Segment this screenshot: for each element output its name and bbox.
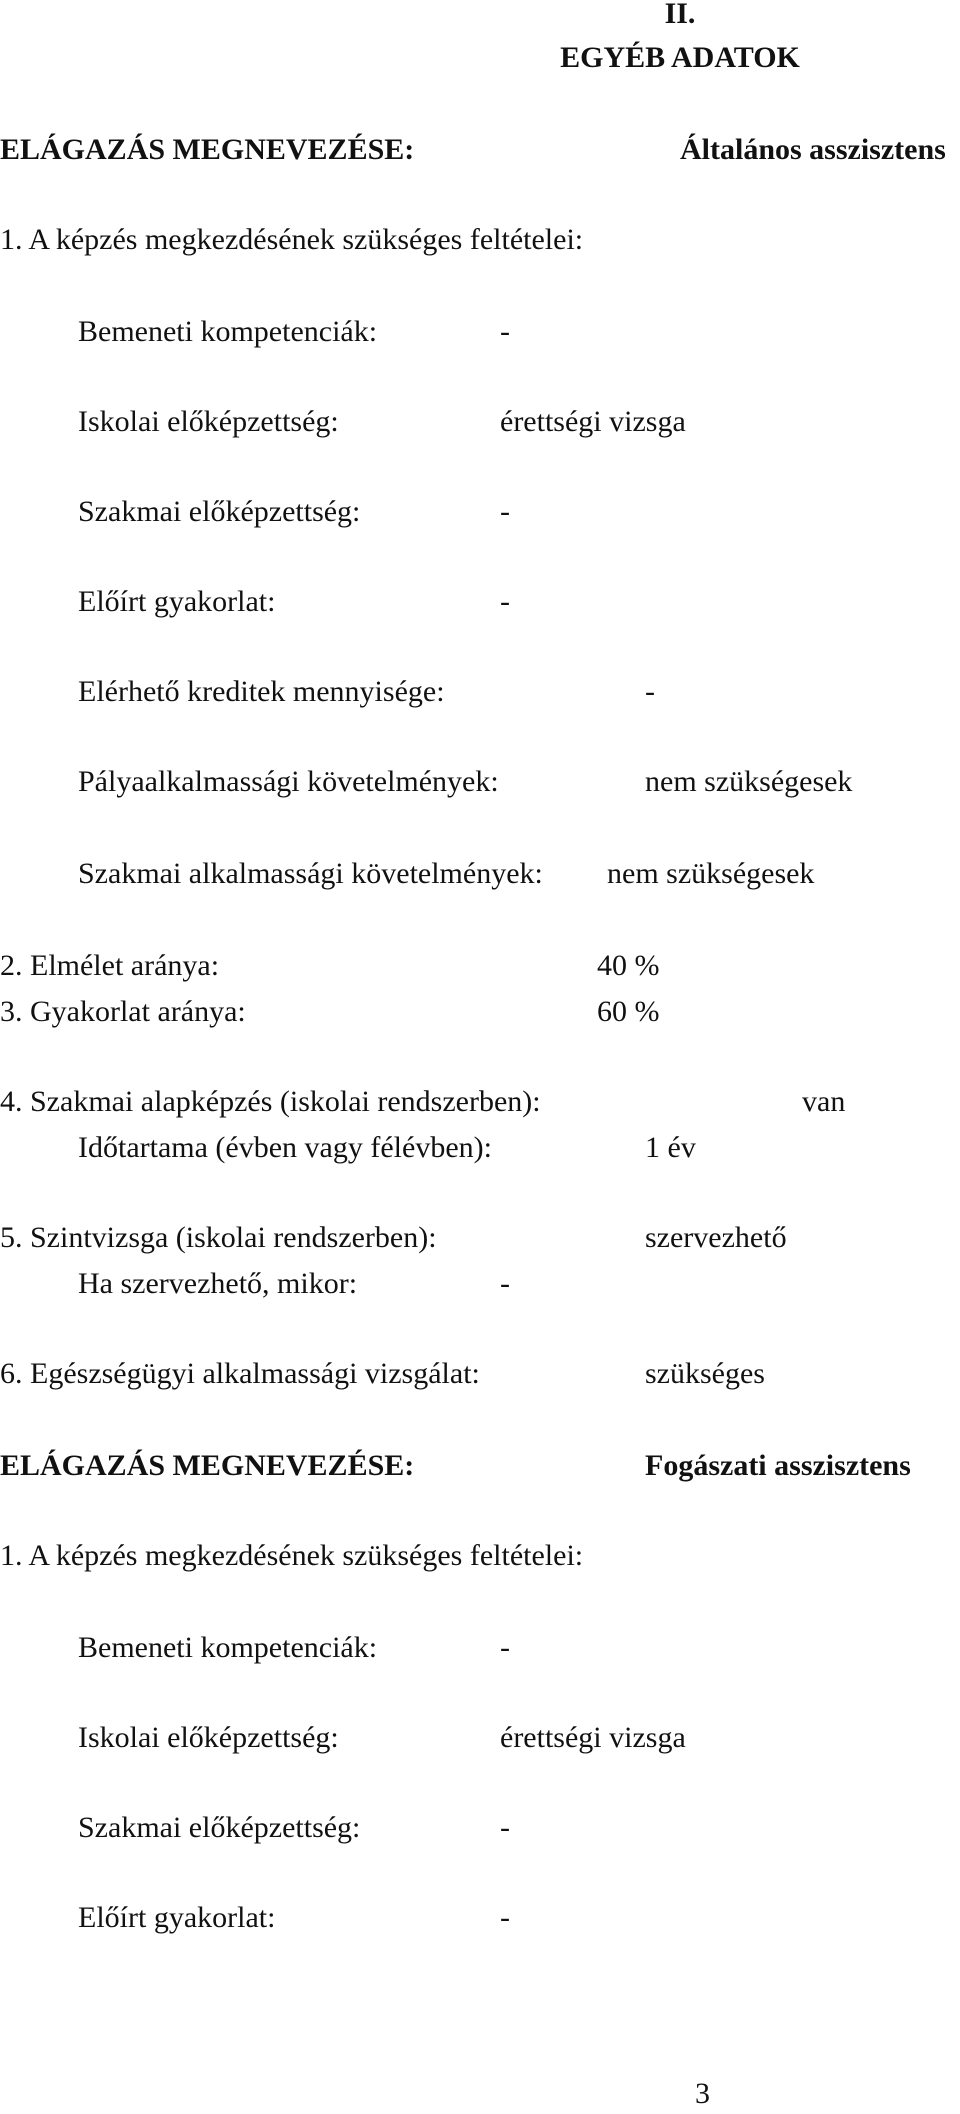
field-value: - <box>500 585 510 618</box>
item-1-heading: 1. A képzés megkezdésének szükséges feltételei: <box>0 1539 584 1572</box>
field-value: érettségi vizsga <box>500 1721 686 1754</box>
item-4-sub-value: 1 év <box>645 1131 696 1164</box>
item-2-label: 2. Elmélet aránya: <box>0 949 220 982</box>
branch-name-value: Általános asszisztens <box>680 133 946 166</box>
item-4-sub-label: Időtartama (évben vagy félévben): <box>78 1131 492 1164</box>
item-3-value: 60 % <box>597 995 660 1028</box>
field-value: - <box>500 1631 510 1664</box>
branch-name-value: Fogászati asszisztens <box>645 1449 911 1482</box>
field-label: Szakmai előképzettség: <box>78 495 361 528</box>
item-1-heading: 1. A képzés megkezdésének szükséges feltételei: <box>0 223 584 256</box>
field-value: - <box>500 315 510 348</box>
item-6-label: 6. Egészségügyi alkalmassági vizsgálat: <box>0 1357 480 1390</box>
field-value: - <box>500 1901 510 1934</box>
field-label: Szakmai előképzettség: <box>78 1811 361 1844</box>
item-4-value: van <box>802 1085 846 1118</box>
item-6-value: szükséges <box>645 1357 765 1390</box>
item-4-label: 4. Szakmai alapképzés (iskolai rendszerben): <box>0 1085 541 1118</box>
field-value: nem szükségesek <box>645 765 853 798</box>
field-label: Elérhető kreditek mennyisége: <box>78 675 445 708</box>
field-value: nem szükségesek <box>607 857 815 890</box>
branch-name-label: ELÁGAZÁS MEGNEVEZÉSE: <box>0 1449 415 1482</box>
item-5-label: 5. Szintvizsga (iskolai rendszerben): <box>0 1221 437 1254</box>
field-label: Előírt gyakorlat: <box>78 585 276 618</box>
field-label: Iskolai előképzettség: <box>78 1721 339 1754</box>
item-5-value: szervezhető <box>645 1221 787 1254</box>
field-value: érettségi vizsga <box>500 405 686 438</box>
item-5-sub-label: Ha szervezhető, mikor: <box>78 1267 358 1300</box>
item-5-sub-value: - <box>500 1267 510 1300</box>
field-value: - <box>500 1811 510 1844</box>
section-roman-numeral: II. <box>664 0 696 30</box>
field-label: Bemeneti kompetenciák: <box>78 315 378 348</box>
item-3-label: 3. Gyakorlat aránya: <box>0 995 246 1028</box>
field-value: - <box>500 495 510 528</box>
field-label: Bemeneti kompetenciák: <box>78 1631 378 1664</box>
branch-name-label: ELÁGAZÁS MEGNEVEZÉSE: <box>0 133 415 166</box>
field-value: - <box>645 675 655 708</box>
page-number: 3 <box>695 2077 710 2110</box>
field-label: Pályaalkalmassági követelmények: <box>78 765 499 798</box>
field-label: Előírt gyakorlat: <box>78 1901 276 1934</box>
field-label: Szakmai alkalmassági követelmények: <box>78 857 543 890</box>
item-2-value: 40 % <box>597 949 660 982</box>
field-label: Iskolai előképzettség: <box>78 405 339 438</box>
section-title: EGYÉB ADATOK <box>560 41 800 74</box>
